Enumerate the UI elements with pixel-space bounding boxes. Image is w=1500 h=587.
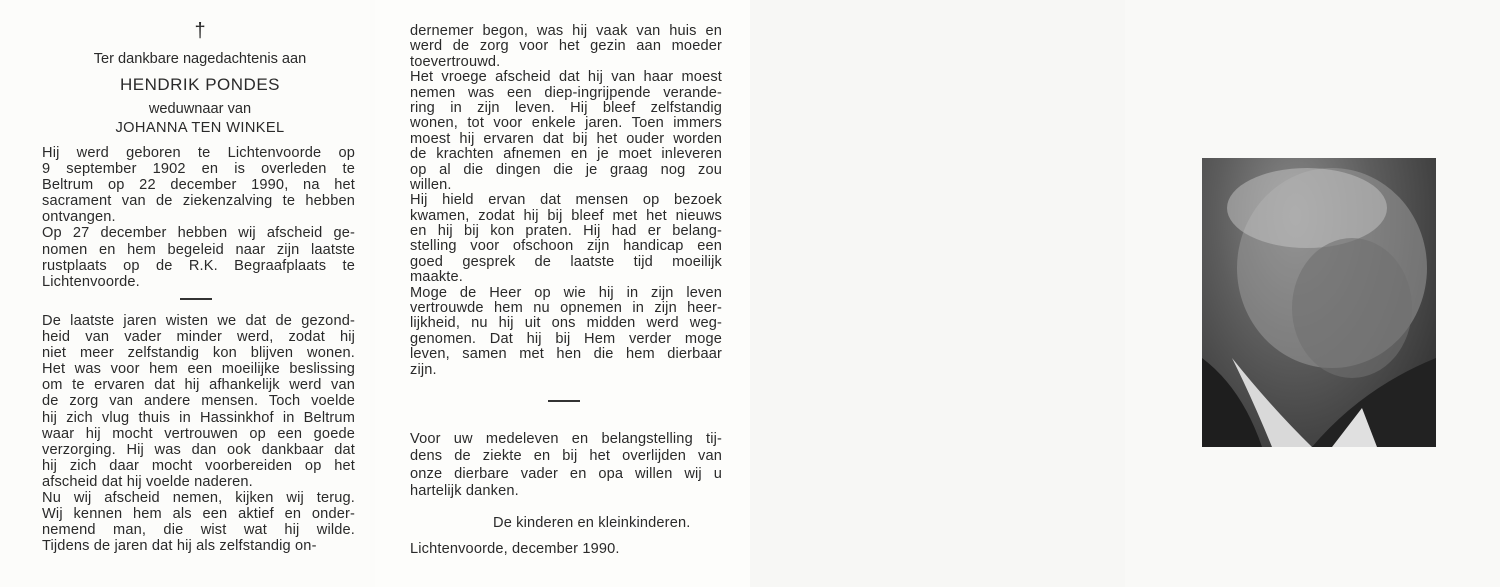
text-line: 9 september 1902 en is overleden te <box>42 161 355 178</box>
place-date-text: Lichtenvoorde, december 1990. <box>410 541 620 557</box>
relation-text: weduwnaar van <box>148 101 252 117</box>
text-line: Beltrum op 22 december 1990, na het <box>42 177 355 194</box>
text-line: hij zich vlug thuis in Hassinkhof in Beltrum <box>42 409 355 426</box>
text-line: verzorging. Hij was dan ook dankbaar dat <box>42 441 355 458</box>
text-line: nemen was een diep-ingrijpende verande- <box>410 85 722 101</box>
text-line: op al die dingen die je graag nog zou <box>410 162 722 178</box>
divider <box>548 400 580 402</box>
text-line: De laatste jaren wisten we dat de gezond- <box>42 313 355 329</box>
text-line: nomen en hem begeleid naar zijn laatste <box>42 241 355 258</box>
text-line: de krachten afnemen en je moet inleveren <box>410 147 722 163</box>
text-line: ontvangen. <box>42 209 116 226</box>
text-line: werd de zorg voor het gezin aan moeder <box>410 39 722 55</box>
text-line: stelling voor ofschoon zijn handicap een <box>410 239 722 255</box>
text-line: Hij hield ervan dat mensen op bezoek <box>410 193 722 209</box>
text-line: en hij bij kon praten. Hij had er belang- <box>410 224 722 240</box>
portrait-image <box>1202 158 1436 447</box>
text-line: Hij werd geboren te Lichtenvoorde op <box>42 145 355 161</box>
obituary-paragraph-2 <box>42 313 355 554</box>
text-line: Het vroege afscheid dat hij van haar moest <box>410 70 722 86</box>
text-line: niet meer zelfstandig kon blijven wonen. <box>42 345 355 362</box>
thanks-paragraph <box>410 431 722 500</box>
text-line: hartelijk danken. <box>410 482 519 499</box>
text-line: de zorg van andere mensen. Toch voelde <box>42 393 355 410</box>
text-line: dernemer begon, was hij vaak van huis en <box>410 24 722 39</box>
text-line: vertrouwde hem nu opnemen in zijn heer- <box>410 301 722 317</box>
deceased-name: HENDRIK PONDES <box>119 75 281 94</box>
text-line: Moge de Heer op wie hij in zijn leven <box>410 285 722 301</box>
text-line: heid van vader minder werd, zodat hij <box>42 329 355 346</box>
text-line: wonen, tot voor enkele jaren. Toen immers <box>410 116 722 132</box>
text-line: waar hij mocht vertrouwen op een goede <box>42 425 355 442</box>
text-line: rustplaats op de R.K. Begraafplaats te <box>42 257 355 274</box>
text-line: Het was voor hem een moeilijke beslissing <box>42 361 355 378</box>
text-line: goed gesprek de laatste tijd moeilijk <box>410 254 722 270</box>
card-page-blank <box>750 0 1125 587</box>
text-line: hij zich daar mocht voorbereiden op het <box>42 457 355 474</box>
spouse-name: JOHANNA TEN WINKEL <box>115 120 285 136</box>
text-line: onze dierbare vader en opa willen wij u <box>410 465 722 482</box>
text-line: sacrament van de ziekenzalving te hebben <box>42 193 355 210</box>
obituary-paragraph-3 <box>410 24 722 378</box>
signature-text: De kinderen en kleinkinderen. <box>493 515 691 531</box>
text-line: moest hij ervaren dat bij het ouder worden <box>410 131 722 147</box>
text-line: Wij kennen hem als een aktief en onder- <box>42 506 355 523</box>
text-line: willen. <box>410 176 452 193</box>
text-line: kwamen, zodat hij bij bleef met het nieuws <box>410 208 722 224</box>
text-line: zijn. <box>410 361 437 378</box>
divider <box>180 298 212 300</box>
text-line: leven, samen met hen die hem dierbaar <box>410 347 722 363</box>
text-line: afscheid dat hij voelde naderen. <box>42 473 253 490</box>
text-line: ring in zijn leven. Hij bleef zelfstandig <box>410 100 722 116</box>
cross-icon: † <box>194 20 206 42</box>
text-line: Nu wij afscheid nemen, kijken wij terug. <box>42 490 355 507</box>
text-line: lijkheid, nu hij uit ons midden werd weg- <box>410 316 722 332</box>
obituary-paragraph-1 <box>42 145 355 290</box>
text-line: genomen. Dat hij bij Hem verder moge <box>410 331 722 347</box>
text-line: Tijdens de jaren dat hij als zelfstandig on- <box>42 538 317 555</box>
text-line: Voor uw medeleven en belangstelling tij- <box>410 431 722 447</box>
portrait-photo <box>1202 158 1436 447</box>
text-line: dens de ziekte en bij het overlijden van <box>410 448 722 465</box>
text-line: Op 27 december hebben wij afscheid ge- <box>42 225 355 242</box>
text-line: Lichtenvoorde. <box>42 273 140 290</box>
dedication-text: Ter dankbare nagedachtenis aan <box>93 51 307 67</box>
text-line: nemend man, die wist wat hij wilde. <box>42 522 355 539</box>
text-line: toevertrouwd. <box>410 53 501 70</box>
text-line: om te ervaren dat hij afhankelijk werd van <box>42 377 355 394</box>
text-line: maakte. <box>410 269 463 286</box>
